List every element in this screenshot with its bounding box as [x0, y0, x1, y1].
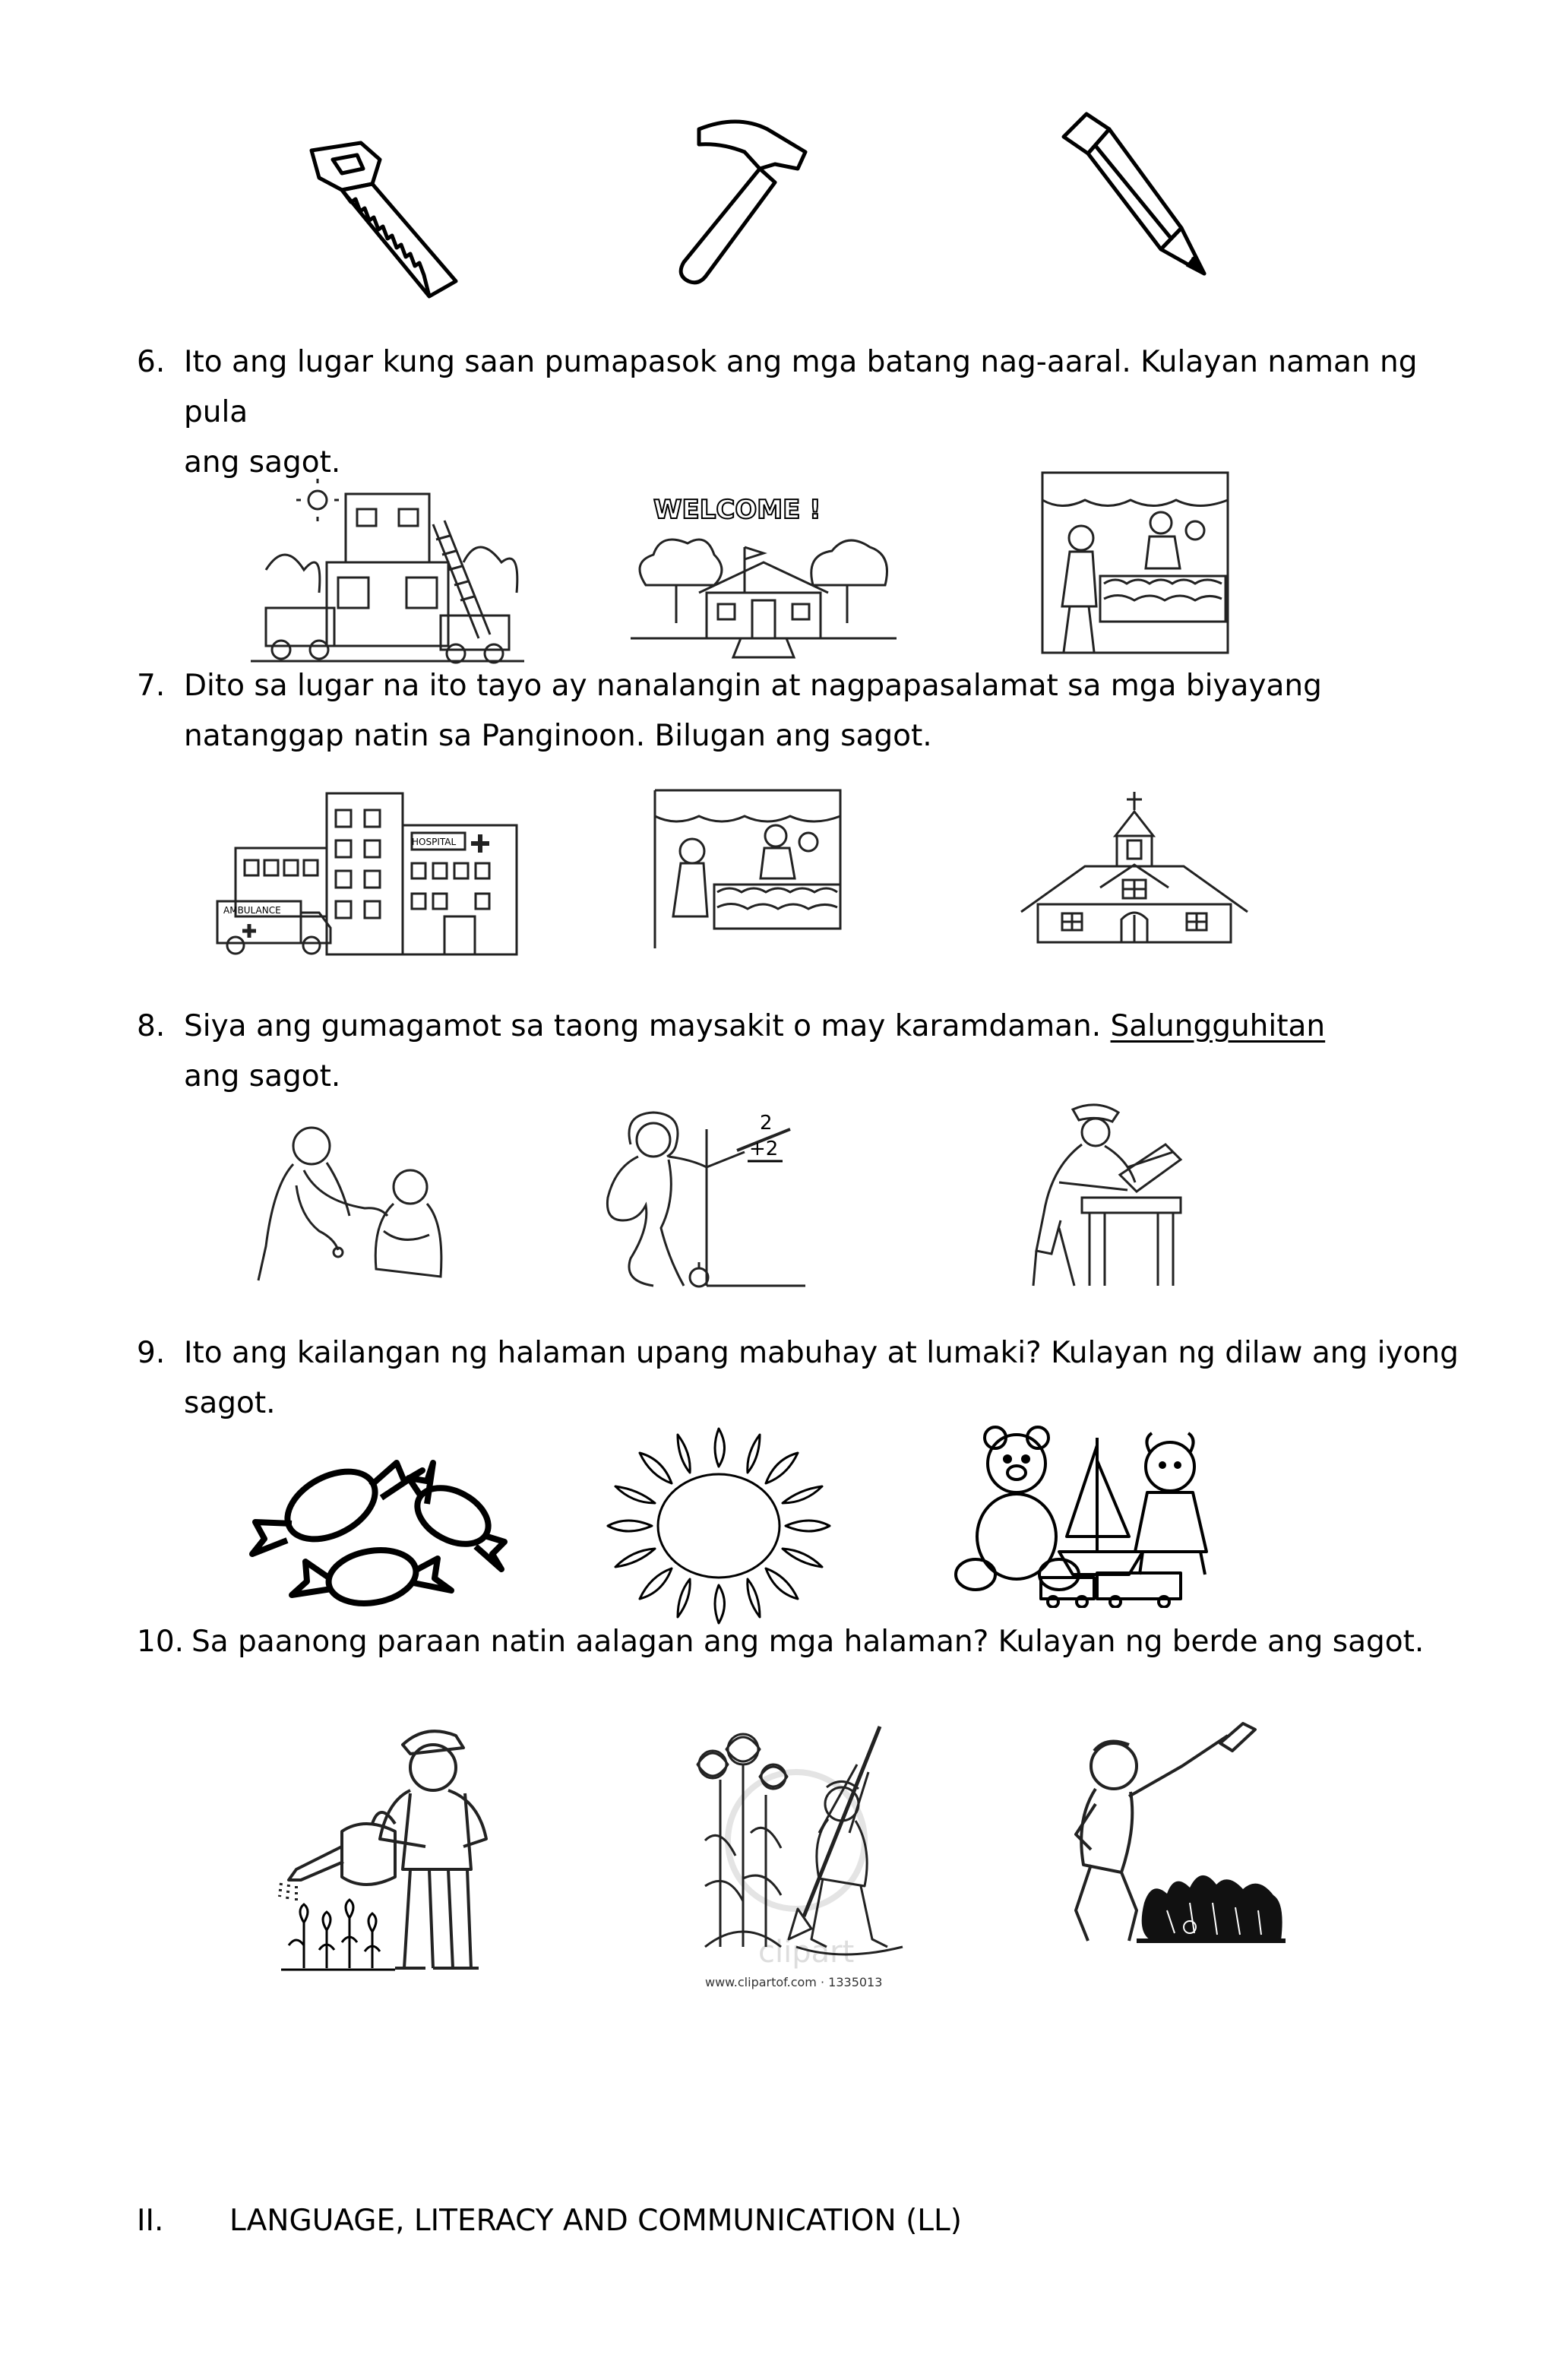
- math-bottom: +2: [749, 1138, 779, 1160]
- hospital-sign: HOSPITAL: [412, 837, 457, 847]
- math-top: 2: [760, 1112, 773, 1135]
- man-digging-garden-icon: [659, 1719, 948, 1994]
- church-image[interactable]: [1017, 790, 1252, 946]
- question-8: [137, 1002, 1474, 1108]
- saw-image: [289, 129, 471, 312]
- carpenter-icon: [1014, 1099, 1188, 1289]
- question-6: [137, 337, 1474, 479]
- question-line: ang sagot.: [184, 445, 341, 479]
- question-line: ang sagot.: [184, 1059, 341, 1093]
- boy-watering-plants-icon: [274, 1717, 517, 1976]
- question-number: 6.: [137, 345, 166, 379]
- boy-near-bushes-icon: [1061, 1713, 1289, 1962]
- candies-image[interactable]: [248, 1448, 509, 1616]
- question-10: [137, 1617, 1474, 1670]
- pencil-image: [1048, 106, 1223, 289]
- market-stall-image[interactable]: [1039, 470, 1231, 656]
- question-9: [137, 1328, 1474, 1435]
- underlined-instruction: Salungguhitan: [1110, 1009, 1326, 1043]
- credit-text: www.clipartof.com · 1335013: [705, 1975, 883, 1989]
- question-line: natanggap natin sa Panginoon. Bilugan ang sagot.: [184, 719, 932, 753]
- school-image[interactable]: [631, 479, 897, 661]
- question-text-plain: Siya ang gumagamot sa taong maysakit o may karamdaman.: [184, 1009, 1111, 1043]
- question-text: [184, 661, 1475, 761]
- question-number: 8.: [137, 1009, 166, 1043]
- section-number: II.: [137, 2204, 164, 2238]
- teacher-image[interactable]: [577, 1106, 805, 1289]
- teacher-icon: [577, 1106, 805, 1289]
- church-icon: [1017, 790, 1252, 946]
- doctor-image[interactable]: [251, 1117, 448, 1284]
- boy-watering-plants-image[interactable]: [274, 1717, 517, 1976]
- question-line: Ito ang lugar kung saan pumapasok ang mga batang nag-aaral. Kulayan naman ng pula: [184, 345, 1418, 429]
- question-line: Sa paanong paraan natin aalagan ang mga halaman? Kulayan ng berde ang sagot.: [191, 1625, 1425, 1659]
- question-number: 7.: [137, 669, 166, 703]
- question-line: Dito sa lugar na ito tayo ay nanalangin at nagpapasalamat sa mga biyayang: [184, 669, 1322, 703]
- question-text: [191, 1617, 1483, 1667]
- question-text: [184, 337, 1475, 488]
- candies-icon: [248, 1448, 509, 1616]
- market-stall-icon: [1039, 470, 1231, 656]
- carpenter-image[interactable]: [1014, 1099, 1188, 1289]
- clipart-watermark: clipart: [758, 1935, 855, 1970]
- section-title: LANGUAGE, LITERACY AND COMMUNICATION (LL): [229, 2204, 962, 2238]
- saw-icon: [289, 129, 471, 312]
- toys-icon: [953, 1423, 1216, 1608]
- fire-station-image[interactable]: [251, 479, 524, 669]
- question-line: [184, 1002, 1475, 1052]
- market-stall-image[interactable]: [650, 787, 845, 951]
- sun-image[interactable]: [605, 1426, 833, 1626]
- hospital-icon: [213, 787, 532, 956]
- question-text: [184, 1328, 1475, 1429]
- question-number: 10.: [137, 1625, 185, 1659]
- doctor-icon: [251, 1117, 448, 1284]
- ambulance-label: AMBULANCE: [223, 905, 281, 916]
- school-icon: [631, 479, 897, 661]
- hammer-image: [653, 99, 836, 304]
- question-7: [137, 661, 1474, 767]
- market-stall-icon: [650, 787, 845, 951]
- sun-icon: [605, 1426, 833, 1626]
- question-number: 9.: [137, 1336, 166, 1370]
- boy-near-bushes-image[interactable]: [1061, 1713, 1289, 1962]
- welcome-sign: WELCOME !: [653, 495, 821, 525]
- man-digging-garden-image[interactable]: [659, 1719, 948, 1994]
- fire-station-icon: [251, 479, 524, 669]
- question-text: [184, 1002, 1475, 1102]
- toys-image[interactable]: [953, 1423, 1216, 1608]
- hammer-icon: [653, 99, 836, 304]
- question-line: Ito ang kailangan ng halaman upang mabuhay at lumaki? Kulayan ng dilaw ang iyong: [184, 1336, 1459, 1370]
- pencil-icon: [1048, 106, 1223, 289]
- question-line: sagot.: [184, 1386, 276, 1420]
- hospital-image[interactable]: [213, 787, 532, 956]
